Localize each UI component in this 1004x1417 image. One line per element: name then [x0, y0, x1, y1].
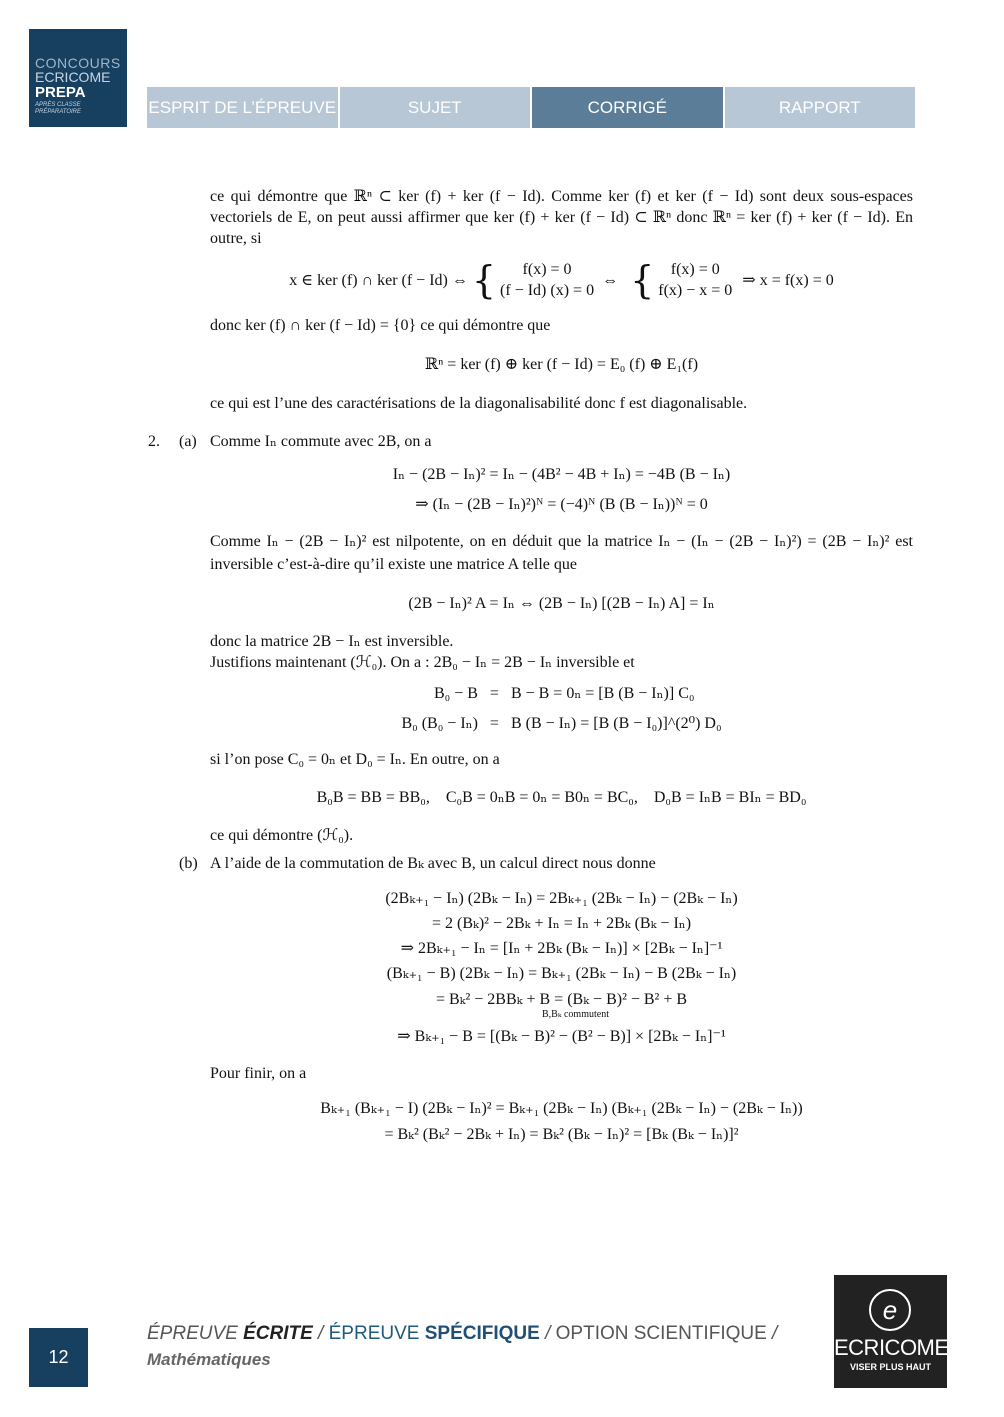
equation-nilpotent: [210, 460, 913, 520]
footer-epreuve-2: ÉPREUVE: [328, 1323, 425, 1344]
document-body: [148, 186, 913, 1148]
footer-subject: Mathématiques: [147, 1350, 271, 1369]
ecricome-brand-logo: [834, 1275, 947, 1388]
equation-nilpotent-line-1: Iₙ − (2B − Iₙ)² = Iₙ − (4B² − 4B + Iₙ) = −4B (B − Iₙ): [392, 466, 731, 483]
equation-direct-sum: ℝⁿ = ker (f) ⊕ ker (f − Id) = E₀ (f) ⊕ E₁(f): [424, 356, 699, 373]
recurrence-line-4: (Bₖ₊₁ − B) (2Bₖ − Iₙ) = Bₖ₊₁ (2Bₖ − Iₙ) − B (2Bₖ − Iₙ): [386, 965, 737, 982]
system-1-row-1: f(x) = 0: [522, 261, 572, 278]
footer-sep-1: /: [312, 1323, 329, 1344]
equation-nilpotent-line-2: ⇒ (Iₙ − (2B − Iₙ)²)ᴺ = (−4)ᴺ (B (B − Iₙ))ᴺ = 0: [415, 496, 708, 513]
aligned-rel: =: [489, 715, 499, 732]
paragraph-pour-finir: Pour finir, on a: [210, 1065, 307, 1082]
footer-sep-3: /: [766, 1323, 778, 1344]
question-2b: [179, 853, 913, 874]
equation-block-recurrence: [210, 886, 913, 1049]
recurrence-line-2: = 2 (Bₖ)² − 2Bₖ + Iₙ = Iₙ + 2Bₖ (Bₖ − Iₙ): [431, 915, 692, 932]
paragraph-demonstrates-h0: ce qui démontre (ℋ₀).: [210, 827, 354, 844]
left-brace-icon: {: [630, 258, 655, 302]
equation-block-final: [210, 1096, 913, 1148]
paragraph-diagonalisable: ce qui est l’une des caractérisations de la diagonalisabilité donc f est diagonalisable.: [210, 395, 748, 412]
brand-name: ECRICOME: [834, 1335, 949, 1360]
aligned-rel: =: [489, 685, 499, 702]
footer-option: OPTION SCIENTIFIQUE: [555, 1323, 767, 1344]
equation-inverse-a: (2B − Iₙ)² A = Iₙ ⇔ (2B − Iₙ) [(2B − Iₙ) A] = Iₙ: [408, 595, 715, 612]
equation-intersection-left: x ∈ ker (f) ∩ ker (f − Id) ⇔: [289, 271, 468, 289]
equation-commutation-b0: B₀B = BB = BB₀, C₀B = 0ₙB = 0ₙ = B0ₙ = BC₀, D₀B = IₙB = BIₙ = BD₀: [316, 789, 807, 806]
footer-ecrite: ÉCRITE: [243, 1323, 313, 1344]
ecricome-e-icon: e: [869, 1289, 911, 1331]
question-2a: [148, 431, 913, 452]
tab-esprit-epreuve[interactable]: ESPRIT DE L’ÉPREUVE: [147, 87, 338, 128]
page-number: 12: [29, 1328, 88, 1387]
aligned-row: [395, 679, 727, 709]
subquestion-label-a: (a): [179, 433, 197, 450]
aligned-rhs: B (B − Iₙ) = [B (B − I₀)]^(2⁰) D₀: [510, 715, 722, 732]
footer-specifique: SPÉCIFIQUE: [424, 1323, 540, 1344]
footer-sep-2: /: [539, 1323, 556, 1344]
question-number: 2.: [148, 433, 160, 450]
recurrence-line-5: = Bₖ² − 2BBₖ + B = (Bₖ − B)² − B² + B: [435, 991, 688, 1008]
paragraph-pose-c0-d0: si l’on pose C₀ = 0ₙ et D₀ = Iₙ. En outre, on a: [210, 751, 500, 768]
logo-line-subtitle: APRÈS CLASSE PRÉPARATOIRE: [35, 102, 82, 115]
logo-line-ecricome: ECRICOME: [35, 69, 111, 85]
paragraph-invertible: Comme Iₙ − (2B − Iₙ)² est nilpotente, on en déduit que la matrice Iₙ − (Iₙ − (2B − Iₙ)²) = (2B − Iₙ)² est inversible c’est-à-dire qu’il existe une matrice A telle que: [210, 533, 913, 573]
section-tabs: [147, 87, 915, 128]
equation-intersection: [210, 257, 913, 303]
tab-sujet[interactable]: SUJET: [340, 87, 531, 128]
equation-intersection-right: ⇒ x = f(x) = 0: [742, 271, 834, 289]
footer-exam-type: [147, 1323, 777, 1345]
tab-corrige[interactable]: CORRIGÉ: [532, 87, 723, 128]
left-brace-icon: {: [471, 258, 497, 302]
recurrence-line-3: ⇒ 2Bₖ₊₁ − Iₙ = [Iₙ + 2Bₖ (Bₖ − Iₙ)] × [2Bₖ − Iₙ]⁻¹: [400, 940, 723, 957]
brand-tagline: VISER PLUS HAUT: [849, 1362, 931, 1372]
aligned-lhs: B₀ − B: [433, 685, 478, 702]
paragraph-justify-h0: Justifions maintenant (ℋ₀). On a : 2B₀ − Iₙ = 2B − Iₙ inversible et: [210, 654, 635, 671]
concours-logo: [29, 29, 127, 127]
paragraph-2b-invertible: donc la matrice 2B − Iₙ est inversible.: [210, 633, 454, 650]
system-1-row-2: (f − Id) (x) = 0: [500, 282, 595, 299]
aligned-equations-b0: [395, 679, 727, 739]
paragraph-kernel-sum: ce qui démontre que ℝⁿ ⊂ ker (f) + ker (f − Id). Comme ker (f) et ker (f − Id) sont deux sous-espaces vectoriels de E, on peut aussi affirmer que ker (f) + ker (f − Id) ⊂ ℝⁿ donc ℝⁿ = ker (f) + ker (f − Id). En outre, si: [210, 188, 913, 247]
aligned-lhs: B₀ (B₀ − Iₙ): [401, 715, 478, 732]
footer-epreuve: ÉPREUVE: [147, 1323, 244, 1344]
system-2-row-2: f(x) − x = 0: [658, 282, 733, 299]
recurrence-underset-note: B,Bₖ commutent: [542, 1009, 609, 1020]
tab-rapport[interactable]: RAPPORT: [725, 87, 916, 128]
question-2a-intro: Comme Iₙ commute avec 2B, on a: [210, 433, 432, 450]
final-line-2: = Bₖ² (Bₖ² − 2Bₖ + Iₙ) = Bₖ² (Bₖ − Iₙ)² = [Bₖ (Bₖ − Iₙ)]²: [384, 1126, 739, 1143]
logo-line-prepa: PREPA: [35, 84, 86, 101]
equivalence-symbol: ⇔: [602, 271, 619, 289]
system-2-row-1: f(x) = 0: [670, 261, 720, 278]
aligned-rhs: B − B = 0ₙ = [B (B − Iₙ)] C₀: [510, 685, 695, 702]
recurrence-line-1: (2Bₖ₊₁ − Iₙ) (2Bₖ − Iₙ) = 2Bₖ₊₁ (2Bₖ − Iₙ) − (2Bₖ − Iₙ): [385, 890, 738, 907]
recurrence-line-6: ⇒ Bₖ₊₁ − B = [(Bₖ − B)² − (B² − B)] × [2Bₖ − Iₙ]⁻¹: [397, 1028, 726, 1045]
aligned-row: [395, 709, 727, 739]
final-line-1: Bₖ₊₁ (Bₖ₊₁ − I) (2Bₖ − Iₙ)² = Bₖ₊₁ (2Bₖ − Iₙ) (Bₖ₊₁ (2Bₖ − Iₙ) − (2Bₖ − Iₙ)): [320, 1100, 803, 1117]
system-1: [468, 259, 594, 301]
logo-line-concours: CONCOURS: [35, 55, 121, 71]
subquestion-label-b: (b): [179, 855, 198, 872]
paragraph-intersection-zero: donc ker (f) ∩ ker (f − Id) = {0} ce qui démontre que: [210, 317, 551, 334]
system-2: [626, 259, 732, 301]
question-2b-intro: A l’aide de la commutation de Bₖ avec B, un calcul direct nous donne: [210, 855, 656, 872]
